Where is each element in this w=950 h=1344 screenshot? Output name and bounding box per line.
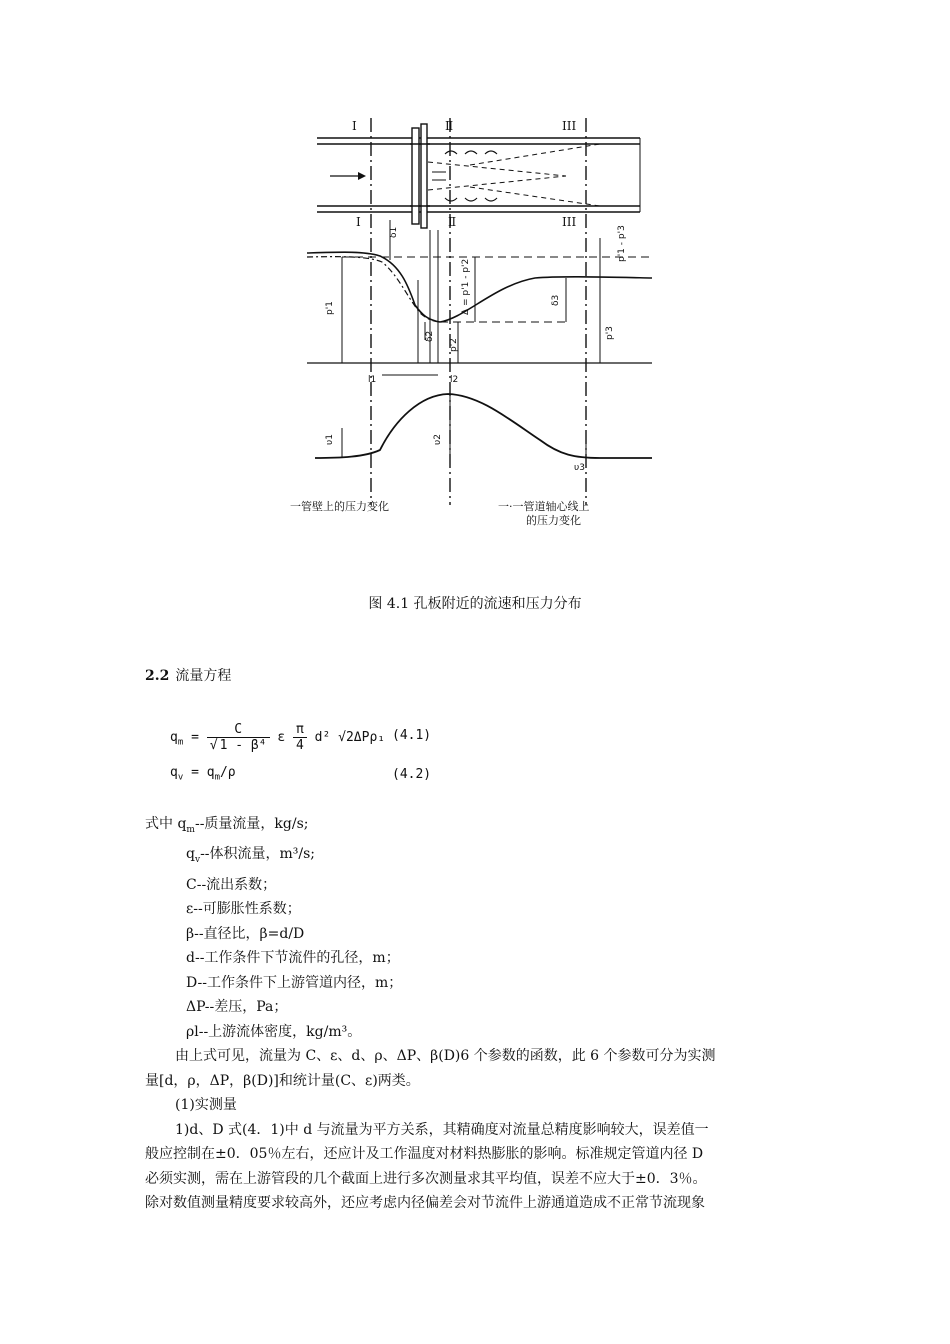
definition-D: D--工作条件下上游管道内径，m； [186,974,403,991]
label-delta1: δ1 [389,226,399,238]
label-delta2: δ2 [425,330,435,342]
label-dp: Δ = p'1 - p'2 [461,258,471,315]
label-p1: p'1 [325,301,335,315]
label-p2: p'2 [449,338,459,352]
equation-number-4-1: (4.1) [392,728,432,743]
equation-number-4-2: (4.2) [392,767,432,782]
paragraph-3-line-1: 1)d、D 式(4．1)中 d 与流量为平方关系，其精确度对流量总精度影响较大，误差值一 [175,1121,709,1138]
section-mark-1-top: I [352,119,357,133]
section-mark-2-bottom: Ⅱ [448,215,457,229]
label-loss: p'1 - p'3 [617,225,627,262]
legend-axis-pressure-2: 的压力变化 [526,514,581,527]
section-title: 流量方程 [175,668,232,684]
label-v3: υ3 [574,463,585,473]
section-mark-2-top: Ⅱ [445,119,454,133]
label-v2: υ2 [433,434,443,445]
section-lines [371,118,586,505]
legend-wall-pressure: 一管壁上的压力变化 [290,500,389,513]
label-l2: l2 [450,375,459,385]
definition-qm: 式中 $q_m--$质量流量，kg/s; [145,816,309,835]
definition-rho: ρl--上游流体密度，kg/m³。 [186,1023,362,1040]
paragraph-3-line-3: 必须实测，需在上游管段的几个截面上进行多次测量求其平均值，误差不应大于±0．3％。 [145,1170,707,1187]
orifice-flow-figure [270,110,690,550]
section-mark-3-top: III [562,119,577,133]
definition-qv: $q_v--$体积流量，m³/s; [186,846,316,866]
legend-axis-pressure-1: 一·一管道轴心线上 [498,500,590,513]
equation-4-1: $q_m$ = $\frac{C}{\text{√ 1 - β⁴}}$ ε $\frac{\pi}{4}$ d² √2ΔPρ₁ [170,722,386,753]
label-v1: υ1 [325,434,335,445]
definition-epsilon: ε--可膨胀性系数； [186,901,301,918]
label-delta3: δ3 [551,294,561,306]
paragraph-3-line-4: 除对数值测量精度要求较高外，还应考虑内径偏差会对节流件上游通道造成不正常节流现象 [145,1195,705,1212]
label-l1: l1 [368,375,377,385]
pipe-diagram [317,124,640,228]
section-heading [145,665,231,685]
paragraph-3-line-2: 般应控制在±0．05％左右，还应计及工作温度对材料热膨胀的影响。标准规定管道内径 D [145,1146,704,1163]
paragraph-1-line-1: 由上式可见，流量为 C、ε、d、ρ、ΔP、β(D)6 个参数的函数，此 6 个参数可分为实测 [175,1048,716,1065]
section-mark-3-bottom: III [562,215,577,229]
body-text [145,812,810,1216]
paragraph-1-line-2: 量[d，ρ，ΔP，β(D)]和统计量(C、ε)两类。 [145,1072,420,1089]
definition-dp: ΔP--差压，Pa； [186,999,288,1016]
definition-d: d--工作条件下节流件的孔径，m； [186,950,400,967]
equation-4-2: $q_v = q_m/\rho$ [170,765,236,783]
section-mark-1-bottom: I [356,215,361,229]
paragraph-2: (1)实测量 [175,1097,237,1114]
pressure-chart [307,220,652,375]
definition-beta: β--直径比，β=d/D [186,925,305,942]
velocity-chart [315,394,652,458]
label-p3: p'3 [605,326,615,340]
figure-caption: 图 4.1 孔板附近的流速和压力分布 [368,596,582,612]
definition-c: C--流出系数； [186,876,277,893]
section-number: 2.2 [145,668,170,684]
